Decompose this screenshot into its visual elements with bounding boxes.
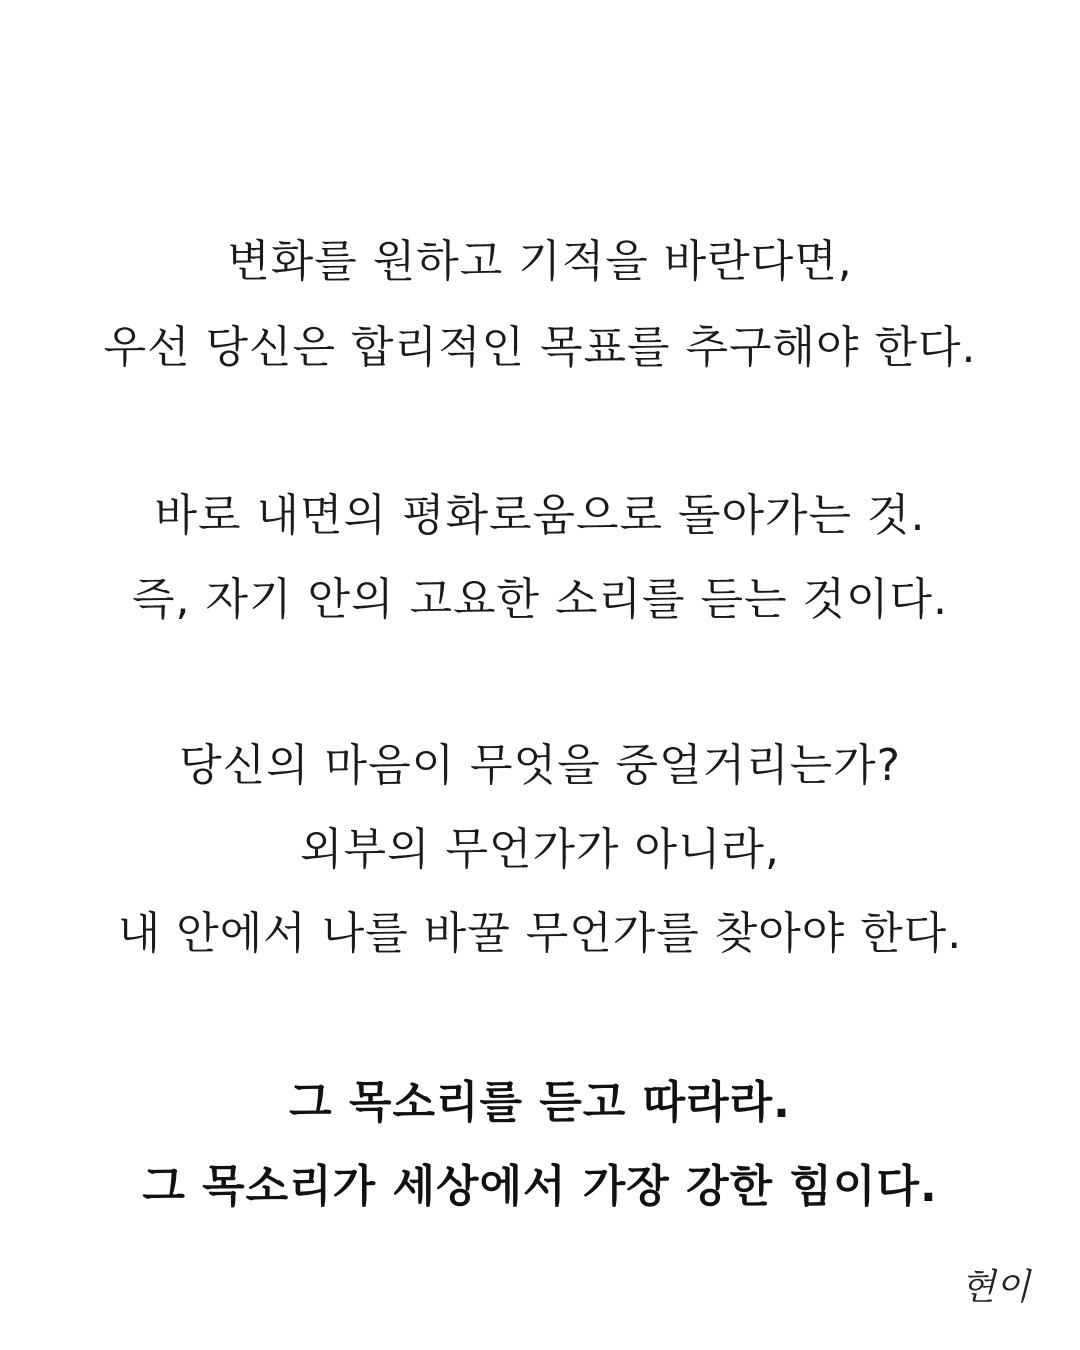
stanza-2-line-1: 바로 내면의 평화로움으로 돌아가는 것. <box>154 490 926 541</box>
stanza-1-line-2: 우선 당신은 합리적인 목표를 추구해야 한다. <box>103 322 977 373</box>
stanza-4-line-1: 그 목소리를 듣고 따라라. <box>289 1077 791 1128</box>
stanza-3-line-1: 당신의 마음이 무엇을 중얼거리는가? <box>179 740 901 791</box>
stanza-2-line-2: 즉, 자기 안의 고요한 소리를 듣는 것이다. <box>132 574 948 625</box>
author-signature: 현이 <box>960 1267 1030 1308</box>
stanza-3-line-2: 외부의 무언가가 아니라, <box>300 824 780 875</box>
stanza-4-line-2: 그 목소리가 세상에서 가장 강한 힘이다. <box>142 1161 938 1212</box>
stanza-1-line-1: 변화를 원하고 기적을 바란다면, <box>227 236 853 287</box>
stanza-3-line-3: 내 안에서 나를 바꿀 무언가를 찾아야 한다. <box>117 908 963 959</box>
